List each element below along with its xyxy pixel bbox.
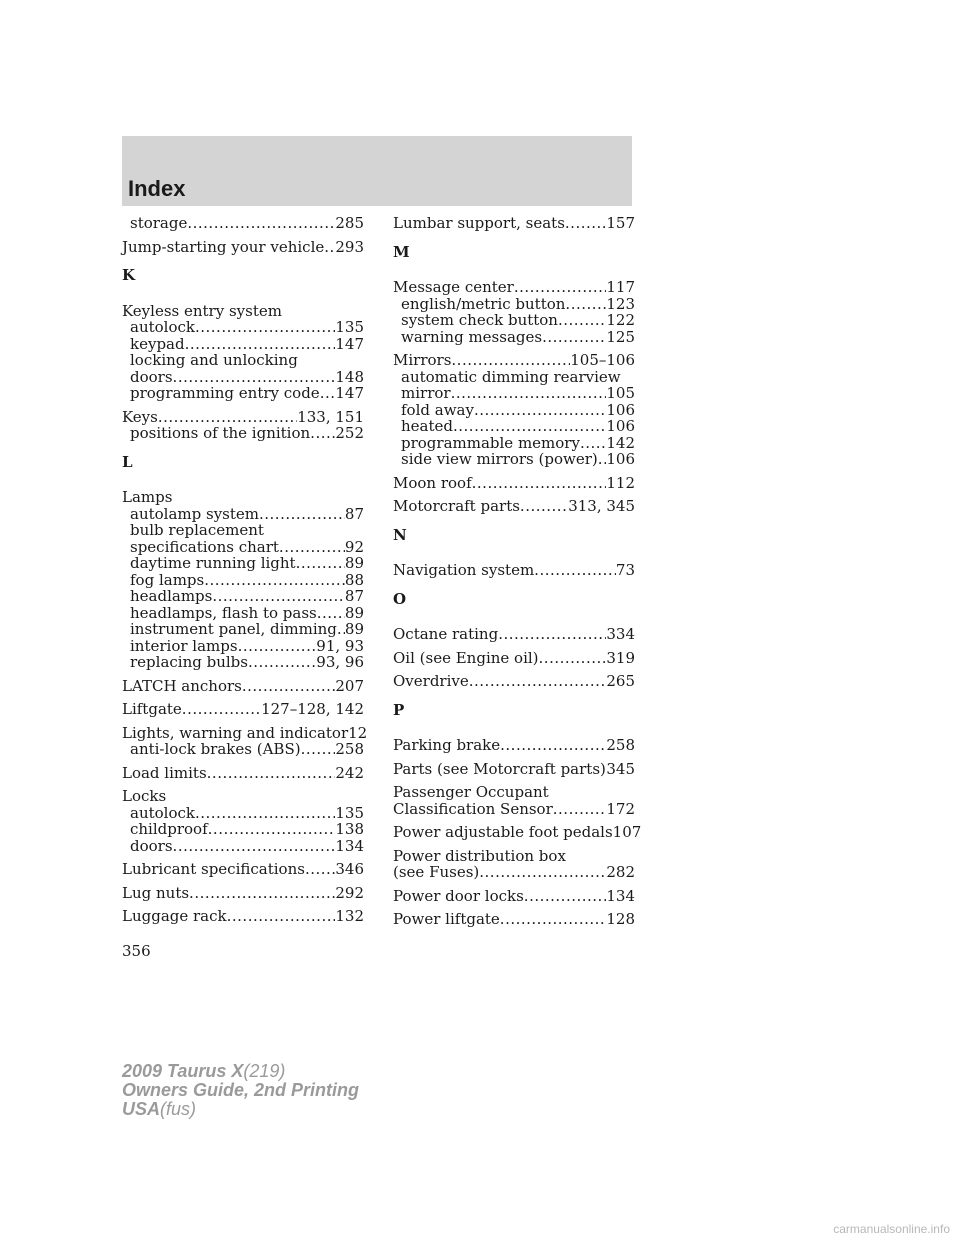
- dot-leader: [558, 312, 606, 329]
- dot-leader: [173, 369, 336, 386]
- footer-market-code: (fus): [160, 1099, 197, 1119]
- index-subentry: [122, 638, 364, 655]
- entry-text: Navigation system: [393, 561, 535, 579]
- entry-page-ref: 258: [335, 740, 364, 758]
- dot-leader: [310, 425, 335, 442]
- dot-leader: [474, 402, 606, 419]
- entry-page-ref: 91, 93: [316, 636, 364, 655]
- entry-text: Classification Sensor: [393, 799, 553, 818]
- entry-text: keypad: [130, 334, 185, 353]
- index-term: [122, 861, 364, 878]
- index-term: [122, 678, 364, 695]
- entry-text: interior lamps: [130, 636, 238, 655]
- index-term: [393, 352, 635, 369]
- index-term: [122, 885, 364, 902]
- entry-page-ref: 148: [335, 367, 364, 386]
- entry-text: (see Fuses): [393, 863, 480, 881]
- entry-text: system check button: [401, 311, 558, 329]
- entry-page-ref: 292: [335, 883, 364, 902]
- entry-page-ref: 105: [606, 384, 635, 402]
- index-subentry: [122, 621, 364, 638]
- index-entry: [393, 650, 635, 667]
- dot-leader: [195, 319, 335, 336]
- index-entry: [393, 673, 635, 690]
- index-entry: [393, 823, 642, 841]
- footer-print-info: [122, 1062, 359, 1119]
- footer-model-code: (219): [243, 1061, 286, 1081]
- dot-leader: [259, 506, 345, 523]
- dot-leader: [185, 336, 336, 353]
- index-subentry: [393, 418, 635, 435]
- entry-page-ref: 265: [606, 672, 635, 690]
- index-entry: [122, 239, 364, 256]
- dot-leader: [553, 801, 607, 818]
- entry-text: Octane rating: [393, 625, 499, 643]
- index-entry: [393, 888, 635, 905]
- entry-page-ref: 125: [606, 327, 635, 346]
- dot-leader: [539, 650, 607, 667]
- index-term: [122, 765, 364, 782]
- entry-text: Parts (see Motorcraft parts): [393, 759, 606, 778]
- index-subentry: [122, 588, 364, 605]
- entry-page-ref: 142: [606, 433, 635, 452]
- index-entry: [393, 911, 635, 928]
- index-subentry: [393, 369, 635, 386]
- entry-page-ref: 117: [606, 278, 635, 296]
- entry-page-ref: 134: [606, 886, 635, 905]
- entry-page-ref: 282: [606, 863, 635, 881]
- index-entry: [393, 279, 635, 345]
- index-term: [393, 888, 635, 905]
- dot-leader: [598, 451, 607, 468]
- entry-page-ref: 89: [344, 603, 364, 622]
- entry-text: Message center: [393, 278, 514, 296]
- index-term: [122, 239, 364, 256]
- entry-text: Liftgate: [122, 700, 182, 718]
- dot-leader: [324, 239, 335, 256]
- index-subentry: [122, 572, 364, 589]
- entry-page-ref: 106: [606, 417, 635, 435]
- entry-page-ref: 87: [344, 504, 364, 523]
- index-term: [122, 723, 368, 742]
- entry-page-ref: 73: [615, 561, 635, 579]
- entry-text: Keyless entry system: [122, 301, 282, 320]
- entry-text: doors: [130, 836, 173, 855]
- index-entry: [122, 701, 364, 718]
- page-number: 356: [122, 942, 151, 960]
- index-term: [393, 279, 635, 296]
- entry-page-ref: 87: [344, 587, 364, 605]
- footer-line-market: [122, 1100, 359, 1119]
- index-entry: [122, 723, 368, 758]
- entry-page-ref: 242: [335, 763, 364, 782]
- index-entry: [393, 761, 635, 778]
- dot-leader: [514, 279, 607, 296]
- entry-text: Motorcraft parts: [393, 497, 520, 515]
- index-term: [393, 864, 635, 881]
- index-term: [393, 673, 635, 690]
- index-column-right: [393, 214, 642, 935]
- index-entry: [122, 908, 364, 925]
- entry-text: Lumbar support, seats: [393, 214, 565, 232]
- entry-text: Parking brake: [393, 736, 501, 754]
- entry-page-ref: 319: [606, 648, 635, 667]
- index-term: [393, 737, 635, 754]
- index-letter-heading: N: [393, 525, 407, 544]
- index-entry: [393, 352, 635, 468]
- entry-page-ref: 107: [612, 823, 642, 841]
- entry-page-ref: 313, 345: [568, 497, 635, 515]
- footer-line-model: [122, 1062, 359, 1081]
- index-subentry: [122, 319, 364, 336]
- entry-text: autolamp system: [130, 504, 259, 523]
- index-term: [393, 784, 635, 801]
- entry-text: Passenger Occupant: [393, 783, 549, 801]
- entry-page-ref: 106: [606, 400, 635, 419]
- index-subentry: [122, 425, 364, 442]
- dot-leader: [305, 861, 335, 878]
- dot-leader: [479, 864, 606, 881]
- entry-text: automatic dimming rearview: [401, 367, 621, 386]
- entry-text: autolock: [130, 318, 195, 336]
- index-entry: [393, 475, 635, 492]
- dot-leader: [301, 741, 336, 758]
- index-term: [122, 908, 364, 925]
- entry-page-ref: 134: [335, 836, 364, 855]
- index-subentry: [122, 654, 364, 671]
- entry-text: Locks: [122, 787, 167, 805]
- index-term: [393, 626, 635, 643]
- dot-leader: [565, 215, 606, 232]
- index-entry: [393, 498, 635, 515]
- entry-text: headlamps, flash to pass: [130, 603, 317, 622]
- index-subentry: [122, 821, 364, 838]
- dot-leader: [500, 737, 606, 754]
- index-subentry: [122, 838, 364, 855]
- dot-leader: [187, 215, 335, 232]
- index-subentry: [393, 296, 635, 313]
- index-subentry: [122, 539, 364, 556]
- entry-page-ref: 207: [335, 676, 364, 695]
- index-term: [393, 498, 635, 515]
- entry-page-ref: 123: [606, 294, 635, 313]
- index-term: [393, 848, 635, 865]
- index-entry: [122, 765, 364, 782]
- index-subentry: [122, 555, 364, 572]
- entry-page-ref: 89: [344, 554, 364, 572]
- entry-page-ref: 135: [335, 803, 364, 822]
- entry-text: childproof: [130, 820, 208, 838]
- index-entry: [393, 848, 635, 881]
- entry-text: instrument panel, dimming: [130, 620, 337, 638]
- index-column-left: [122, 214, 368, 932]
- entry-text: programmable memory: [401, 433, 580, 452]
- index-term: [393, 475, 635, 492]
- entry-text: storage: [130, 214, 188, 232]
- entry-page-ref: 132: [335, 907, 364, 925]
- entry-text: specifications chart: [130, 537, 279, 556]
- index-entry: [393, 215, 635, 232]
- index-subentry: [122, 805, 364, 822]
- index-term: [393, 911, 635, 928]
- index-subentry: [393, 329, 635, 346]
- footer-guide: Owners Guide, 2nd Printing: [122, 1080, 360, 1100]
- footer-model: 2009 Taurus X: [122, 1061, 244, 1081]
- dot-leader: [279, 539, 345, 556]
- entry-text: anti-lock brakes (ABS): [130, 740, 301, 758]
- entry-text: Jump-starting your vehicle: [122, 237, 325, 256]
- index-entry: [122, 678, 364, 695]
- entry-page-ref: 147: [335, 334, 364, 353]
- dot-leader: [320, 385, 336, 402]
- index-term: [393, 823, 642, 841]
- index-entry: [122, 409, 364, 442]
- index-letter-heading: L: [122, 452, 133, 471]
- entry-page-ref: 172: [606, 799, 635, 818]
- index-letter-heading: O: [393, 589, 407, 608]
- entry-page-ref: 127–128, 142: [261, 700, 364, 718]
- entry-text: Overdrive: [393, 672, 469, 690]
- entry-text: mirror: [401, 384, 451, 402]
- entry-page-ref: 12: [348, 723, 368, 742]
- dot-leader: [242, 678, 335, 695]
- dot-leader: [248, 654, 316, 671]
- dot-leader: [565, 296, 606, 313]
- entry-text: Lubricant specifications: [122, 860, 305, 878]
- entry-text: Power liftgate: [393, 910, 500, 928]
- dot-leader: [204, 572, 345, 589]
- dot-leader: [182, 701, 261, 718]
- index-entry: [393, 784, 635, 817]
- entry-page-ref: 89: [344, 620, 364, 638]
- index-term: [393, 650, 635, 667]
- index-letter-heading: K: [122, 266, 136, 284]
- index-subentry: [393, 435, 635, 452]
- index-term: [122, 303, 364, 320]
- index-entry: [122, 788, 364, 854]
- index-subentry: [122, 741, 364, 758]
- dot-leader: [534, 562, 616, 579]
- index-subentry: [122, 369, 364, 386]
- entry-page-ref: 122: [606, 311, 635, 329]
- dot-leader: [207, 765, 336, 782]
- entry-text: Power adjustable foot pedals: [393, 823, 613, 841]
- entry-page-ref: 285: [335, 214, 364, 232]
- dot-leader: [580, 435, 606, 452]
- entry-text: Lug nuts: [122, 883, 190, 902]
- index-subentry: [122, 522, 364, 539]
- entry-page-ref: 293: [335, 237, 364, 256]
- dot-leader: [472, 475, 607, 492]
- entry-text: heated: [401, 417, 453, 435]
- index-entry: [393, 562, 635, 579]
- dot-leader: [208, 821, 336, 838]
- index-subentry: [393, 385, 635, 402]
- entry-text: daytime running light: [130, 554, 296, 572]
- dot-leader: [337, 621, 345, 638]
- page-title: Index: [128, 176, 186, 201]
- dot-leader: [195, 805, 335, 822]
- entry-page-ref: 112: [606, 473, 635, 492]
- entry-page-ref: 157: [606, 214, 635, 232]
- entry-text: Lights, warning and indicator: [122, 723, 349, 742]
- entry-page-ref: 105–106: [570, 351, 635, 369]
- entry-text: Oil (see Engine oil): [393, 648, 539, 667]
- dot-leader: [453, 418, 606, 435]
- index-letter-heading: P: [393, 700, 405, 719]
- entry-text: Power door locks: [393, 886, 524, 905]
- header-band: [122, 136, 632, 206]
- dot-leader: [451, 352, 570, 369]
- entry-text: Power distribution box: [393, 846, 566, 865]
- entry-page-ref: 93, 96: [316, 653, 364, 671]
- dot-leader: [498, 626, 606, 643]
- index-term: [393, 215, 635, 232]
- index-term: [122, 409, 364, 426]
- entry-page-ref: 147: [335, 384, 364, 402]
- dot-leader: [173, 838, 336, 855]
- entry-page-ref: 92: [344, 537, 364, 556]
- index-subentry: [122, 385, 364, 402]
- entry-text: side view mirrors (power): [401, 450, 598, 468]
- entry-text: replacing bulbs: [130, 653, 248, 671]
- entry-page-ref: 334: [606, 625, 635, 643]
- dot-leader: [238, 638, 317, 655]
- dot-leader: [451, 385, 607, 402]
- index-entry: [393, 737, 635, 754]
- entry-text: locking and unlocking: [130, 351, 298, 369]
- index-subentry: [122, 336, 364, 353]
- entry-text: fog lamps: [130, 570, 205, 589]
- index-subentry: [393, 451, 635, 468]
- dot-leader: [500, 911, 607, 928]
- entry-page-ref: 138: [335, 820, 364, 838]
- dot-leader: [524, 888, 607, 905]
- entry-text: headlamps: [130, 587, 213, 605]
- entry-page-ref: 106: [606, 450, 635, 468]
- entry-page-ref: 88: [344, 570, 364, 589]
- dot-leader: [296, 555, 345, 572]
- index-entry: [122, 303, 364, 402]
- entry-text: programming entry code: [130, 384, 320, 402]
- index-entry: [393, 626, 635, 643]
- index-subentry: [393, 402, 635, 419]
- index-subentry: [122, 215, 364, 232]
- entry-text: bulb replacement: [130, 521, 264, 539]
- dot-leader: [189, 885, 335, 902]
- entry-text: Lamps: [122, 488, 173, 506]
- index-entry: [122, 885, 364, 902]
- entry-text: Keys: [122, 407, 158, 426]
- entry-page-ref: 128: [606, 910, 635, 928]
- dot-leader: [317, 605, 345, 622]
- dot-leader: [520, 498, 568, 515]
- entry-text: doors: [130, 367, 173, 386]
- dot-leader: [212, 588, 345, 605]
- index-term: [393, 761, 635, 778]
- dot-leader: [158, 409, 297, 426]
- entry-text: LATCH anchors: [122, 676, 242, 695]
- entry-text: fold away: [401, 400, 474, 419]
- entry-page-ref: 133, 151: [297, 407, 364, 426]
- entry-text: english/metric button: [401, 294, 566, 313]
- index-subentry: [122, 352, 364, 369]
- entry-text: Moon roof: [393, 473, 472, 492]
- dot-leader: [469, 673, 607, 690]
- index-term: [122, 701, 364, 718]
- dot-leader: [542, 329, 606, 346]
- index-subentry: [122, 506, 364, 523]
- dot-leader: [227, 908, 336, 925]
- entry-text: warning messages: [401, 327, 543, 346]
- index-subentry: [122, 605, 364, 622]
- index-entry: [122, 489, 364, 671]
- entry-text: Luggage rack: [122, 907, 227, 925]
- index-entry: [122, 861, 364, 878]
- index-term: [122, 489, 364, 506]
- entry-page-ref: 346: [335, 860, 364, 878]
- entry-text: positions of the ignition: [130, 424, 311, 442]
- index-entry: [122, 215, 364, 232]
- entry-text: Mirrors: [393, 351, 452, 369]
- index-letter-heading: M: [393, 242, 410, 261]
- index-term: [393, 801, 635, 818]
- footer-market: USA: [122, 1099, 161, 1119]
- index-term: [122, 788, 364, 805]
- entry-text: Load limits: [122, 763, 207, 782]
- entry-page-ref: 345: [606, 759, 635, 778]
- entry-text: autolock: [130, 803, 195, 822]
- index-subentry: [393, 312, 635, 329]
- index-term: [393, 562, 635, 579]
- watermark: carmanualsonline.info: [833, 1222, 950, 1236]
- entry-page-ref: 135: [335, 318, 364, 336]
- entry-page-ref: 252: [335, 424, 364, 442]
- entry-page-ref: 258: [606, 736, 635, 754]
